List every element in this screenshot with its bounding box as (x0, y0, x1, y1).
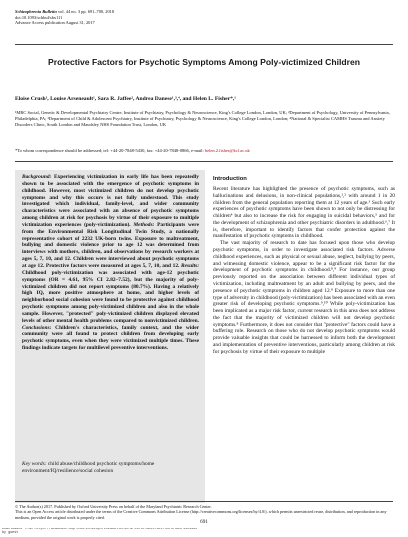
keywords-list: child abuse/childhood psychotic symptoms/home environment/IQ/resilience/social cohesion (22, 461, 155, 474)
copyright-line: © The Author(s) 2017. Published by Oxford University Press on behalf of the Maryland Psychiatric Research Center. (15, 504, 212, 509)
download-url-line[interactable]: Downloaded from https://academic.oup.com/schizophreniabulletin/article-abstract/44/3/691/4103365 (2, 528, 198, 531)
journal-name: Schizophrenia Bulletin (15, 9, 57, 14)
license-footnote (15, 504, 395, 520)
abstract-methods: Participants were from the Environmental Risk Longitudinal Twin Study, a nationally representative cohort of 2232 UK-born twins. Exposure to maltreatment, bullying and domestic violence prior to age 12 was determined from interviews with mothers, children, and observations by research workers at ages 5, 7, 10, and 12. Children were interviewed about psychotic symptoms at age 12. Protective factors were measured at ages 5, 7, 10, and 12. (22, 221, 199, 269)
download-guest-line: by guest (2, 530, 19, 535)
abstract-conclusions-label: Conclusions: (22, 324, 52, 331)
correspondence-email-link[interactable]: helen.2.fisher@kcl.ac.uk (204, 148, 250, 153)
footer-divider (15, 501, 393, 502)
author-list: Eloise Crush¹, Louise Arseneault¹, Sara R. Jaffee², Andrea Danese¹,³,⁴, and Helen L. Fisher*,¹ (15, 96, 236, 102)
journal-header (15, 9, 114, 26)
intro-paragraph-1: Recent literature has highlighted the presence of psychotic symptoms, such as hallucinations and delusions, in non-clinical populations,¹,² with around 1 in 20 children from the general population reporting them at 12 years of age.³ Such early experiences of psychotic symptoms have been shown to not only be distressing for children⁴ but also to increase the risk for engaging in suicidal behaviors,⁵ and for the development of schizophrenia and other psychiatric disorders in adulthood.⁶,⁷ It is, therefore, important to identify factors that confer protection against the manifestation of psychotic symptoms in childhood. (213, 186, 395, 240)
abstract-results-label: Results: (179, 262, 199, 269)
abstract-background-label: Background: (22, 174, 52, 180)
abstract-conclusions: Children's characteristics, family context, and the wider community were all found to protect children from developing early psychotic symptoms, even when they were victimized multiple times. These findings indicate targets for multilevel preventive interventions. (22, 324, 199, 352)
correspondence-text: *To whom correspondence should be addressed; tel: +44-20-7848-5430, fax: +44-20-7848-0866, e-mail: (15, 148, 205, 153)
download-stamp (2, 528, 406, 536)
introduction-heading: Introduction (213, 176, 247, 182)
header-divider (15, 44, 393, 45)
abstract-results: Childhood poly-victimization was associated with age-12 psychotic symptoms (OR = 4.61, 95% CI 2.82–7.52), but the majority of poly-victimized children did not report symptoms (80.7%). Having a relatively high IQ, more positive atmosphere at home, and higher levels of neighborhood social cohesion were found to be protective against childhood psychotic symptoms among poly-victimized children and also in the whole sample. However, "protected" poly-victimized children displayed elevated levels of other mental health problems compared to nonvictimized children. (22, 269, 199, 324)
introduction-body (213, 186, 395, 356)
license-text: This is an Open Access article distributed under the terms of the Creative Commons Attribution License (http://creativecommons.org/licenses/by/4.0/), which permits unrestricted reuse, distribution, and reproduction in any medium, provided the original work is properly cited. (15, 509, 387, 520)
title-block-divider (15, 161, 393, 162)
page-number: 691 (200, 519, 208, 525)
affiliations: ¹MRC Social, Genetic & Developmental Psychiatry Centre, Institute of Psychiatry, Psychology & Neuroscience, King's College London, London, UK; ²Department of Psychology, University of Pennsylvania, Philadelphia, PA; ³Department of Child & Adolescent Psychiatry, Institute of Psychiatry, Psychology & Neuroscience, King's College London, London; ⁴National & Specialist CAMHS Trauma and Anxiety Disorders Clinic, South London and Maudsley NHS Foundation Trust, London, UK (15, 110, 390, 127)
article-title: Protective Factors for Psychotic Symptoms Among Poly-victimized Children (48, 57, 360, 67)
intro-paragraph-2: The vast majority of research to date has focused upon those who develop psychotic symptoms, in order to investigate associated risk factors. Adverse childhood experiences, such as physical or sexual abuse, neglect, bullying by peers, and witnessing domestic violence, appear to be a significant risk factor for the development of psychotic symptoms in childhood.⁸,⁹ For instance, our group previously reported on the association between different individual types of victimization, including maltreatment by an adult and bullying by peers, and the presence of psychotic symptoms in children aged 12.⁸ Exposure to more than one type of adversity in childhood (poly-victimization) has been associated with an even greater risk of developing psychotic symptoms.⁹,¹⁰ While poly-victimization has been implicated as a major risk factor, current research in this area does not address the fact that the majority of victimized children will not develop psychotic symptoms.⁸ Furthermore, it does not consider that "protective" factors could have a buffering role. Research on those who do not develop psychotic symptoms would provide valuable insights that could be harnessed to inform both the development and implementation of preventive interventions, particularly among children at risk for psychosis by virtue of their exposure to multiple (213, 240, 395, 355)
abstract-background: Experiencing victimization in early life has been repeatedly shown to be associated with the emergence of psychotic symptoms in childhood. However, most victimized children do not develop psychotic symptoms and why this occurs is not fully understood. This study investigated which individual, family-level, and wider community characteristics were associated with an absence of psychotic symptoms among children at risk for psychosis by virtue of their exposure to multiple victimization experiences (poly-victimization). (22, 174, 199, 228)
abstract-methods-label: Methods: (130, 221, 155, 228)
advance-access-line: Advance Access publication August 31, 2017 (15, 20, 95, 26)
abstract-text (22, 174, 199, 352)
correspondence (15, 148, 395, 153)
volume-line: vol. 44 no. 3 pp. 691–700, 2018 (57, 9, 115, 14)
doi: doi:10.1093/schbul/sbx111 (15, 14, 63, 20)
keywords (22, 461, 199, 475)
keywords-label: Key words: (22, 461, 47, 467)
